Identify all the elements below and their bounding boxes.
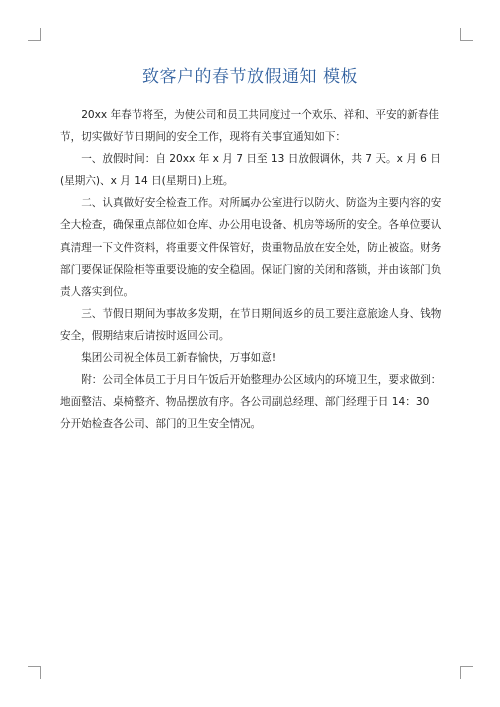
document-body [60,104,442,435]
paragraph-safety-check: 二、认真做好安全检查工作。对所属办公室进行以防火、防盗为主要内容的安全大检查，确保重点部位如仓库、办公用电设备、机房等场所的安全。各单位要认真清理一下文件资料，将重要文件保管好，贵重物品放在安全处，防止被盗。财务部门要保证保险柜等重要设施的安全稳固。保证门窗的关闭和落锁，并由该部门负责人落实到位。 [60,197,442,298]
paragraph-holiday-time: 一、放假时间：自 20xx 年 x 月 7 日至 13 日放假调休，共 7 天。x 月 6 日(星期六)、x 月 14 日(星期日)上班。 [60,153,441,188]
paragraph-greeting: 集团公司祝全体员工新春愉快，万事如意! [81,352,277,365]
document-title: 致客户的春节放假通知 模板 [142,67,358,87]
paragraph-appendix: 附：公司全体员工于月日午饭后开始整理办公区域内的环境卫生，要求做到：地面整洁、桌椅整齐、物品摆放有序。各公司副总经理、部门经理于日 14：30 分开始检查各公司、部门的卫生安全情况。 [60,374,442,431]
crop-mark-top-right [460,28,473,41]
paragraph-intro: 20xx 年春节将至，为使公司和员工共同度过一个欢乐、祥和、平安的新春佳节，切实做好节日期间的安全工作，现将有关事宜通知如下： [60,109,439,144]
crop-mark-bottom-right [460,666,473,679]
crop-mark-bottom-left [28,666,41,679]
crop-mark-top-left [28,28,41,41]
paragraph-travel-safety: 三、节假日期间为事故多发期，在节日期间返乡的员工要注意旅途人身、钱物安全，假期结束后请按时返回公司。 [60,307,442,342]
